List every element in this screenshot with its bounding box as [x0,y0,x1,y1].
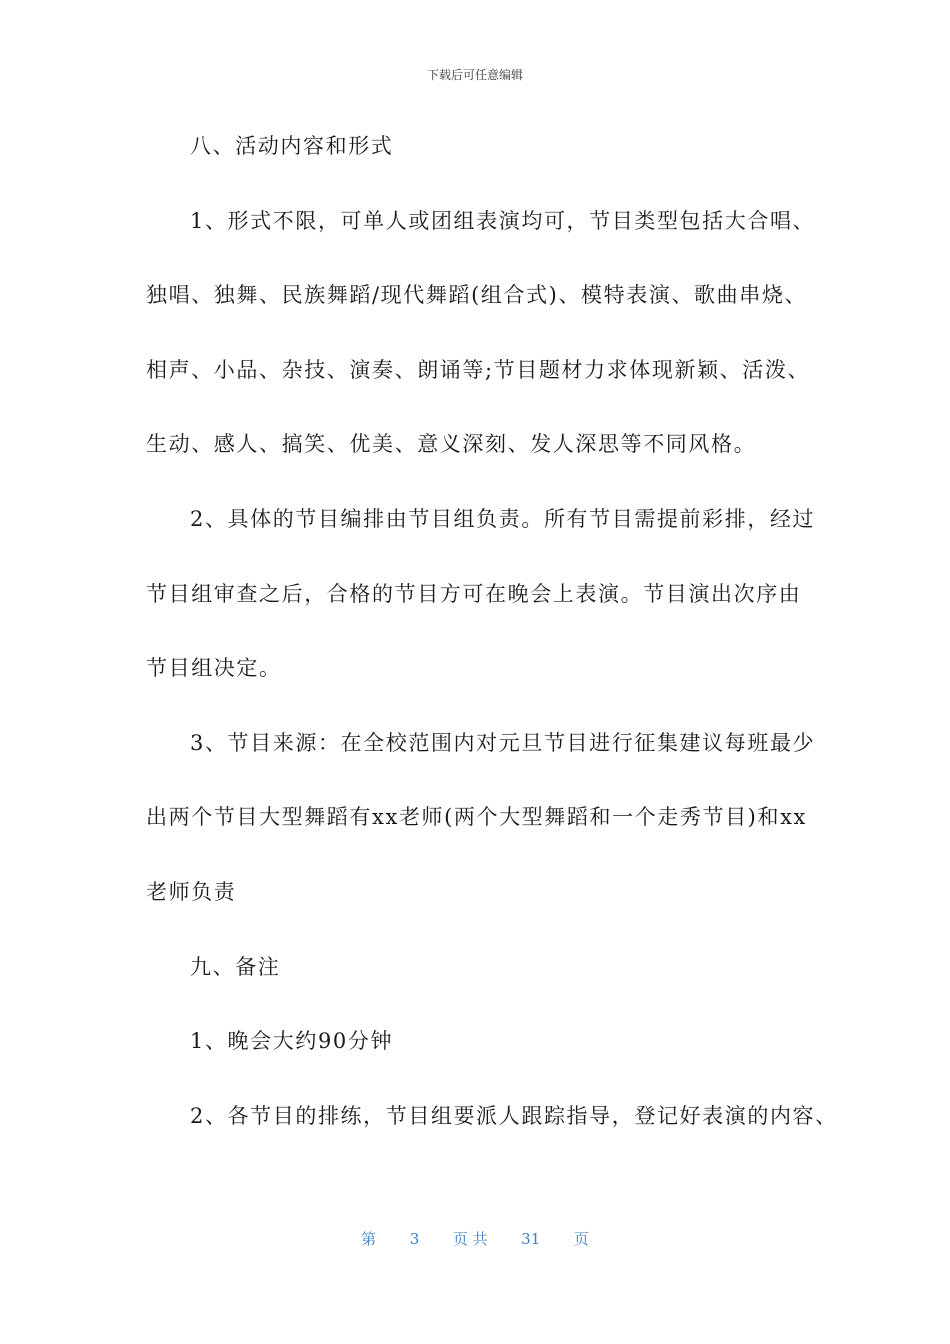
paragraph-line: 相声、小品、杂技、演奏、朗诵等;节目题材力求体现新颖、活泼、 [146,357,811,382]
page-header: 下载后可任意编辑 [426,68,523,82]
total-page-count: 31 [521,1230,541,1248]
paragraph-line: 出两个节目大型舞蹈有xx老师(两个大型舞蹈和一个走秀节目)和xx [146,805,807,830]
paragraph-line: 2、各节目的排练，节目组要派人跟踪指导，登记好表演的内容、 [190,1103,838,1128]
paragraph-line: 2、具体的节目编排由节目组负责。所有节目需提前彩排，经过 [190,506,816,531]
paragraph-line: 生动、感人、搞笑、优美、意义深刻、发人深思等不同风格。 [146,432,757,457]
document-body [146,128,836,1172]
footer-prefix: 第 [361,1230,377,1248]
footer-middle: 页 共 [452,1230,488,1248]
paragraph-line: 1、晚会大约90分钟 [190,1029,394,1054]
section-heading-notes: 九、备注 [190,954,281,979]
paragraph-line: 3、节目来源：在全校范围内对元旦节目进行征集建议每班最少 [190,730,816,755]
page-footer [0,1228,950,1249]
current-page-number: 3 [409,1230,420,1248]
footer-suffix: 页 [573,1230,589,1248]
paragraph-line: 老师负责 [146,879,237,904]
paragraph-line: 节目组决定。 [146,656,282,681]
paragraph-line: 独唱、独舞、民族舞蹈/现代舞蹈(组合式)、模特表演、歌曲串烧、 [146,283,808,308]
paragraph-line: 节目组审查之后，合格的节目方可在晚会上表演。节目演出次序由 [146,581,802,606]
paragraph-line: 1、形式不限，可单人或团组表演均可，节目类型包括大合唱、 [190,208,816,233]
section-heading-activity-content: 八、活动内容和形式 [190,134,394,158]
